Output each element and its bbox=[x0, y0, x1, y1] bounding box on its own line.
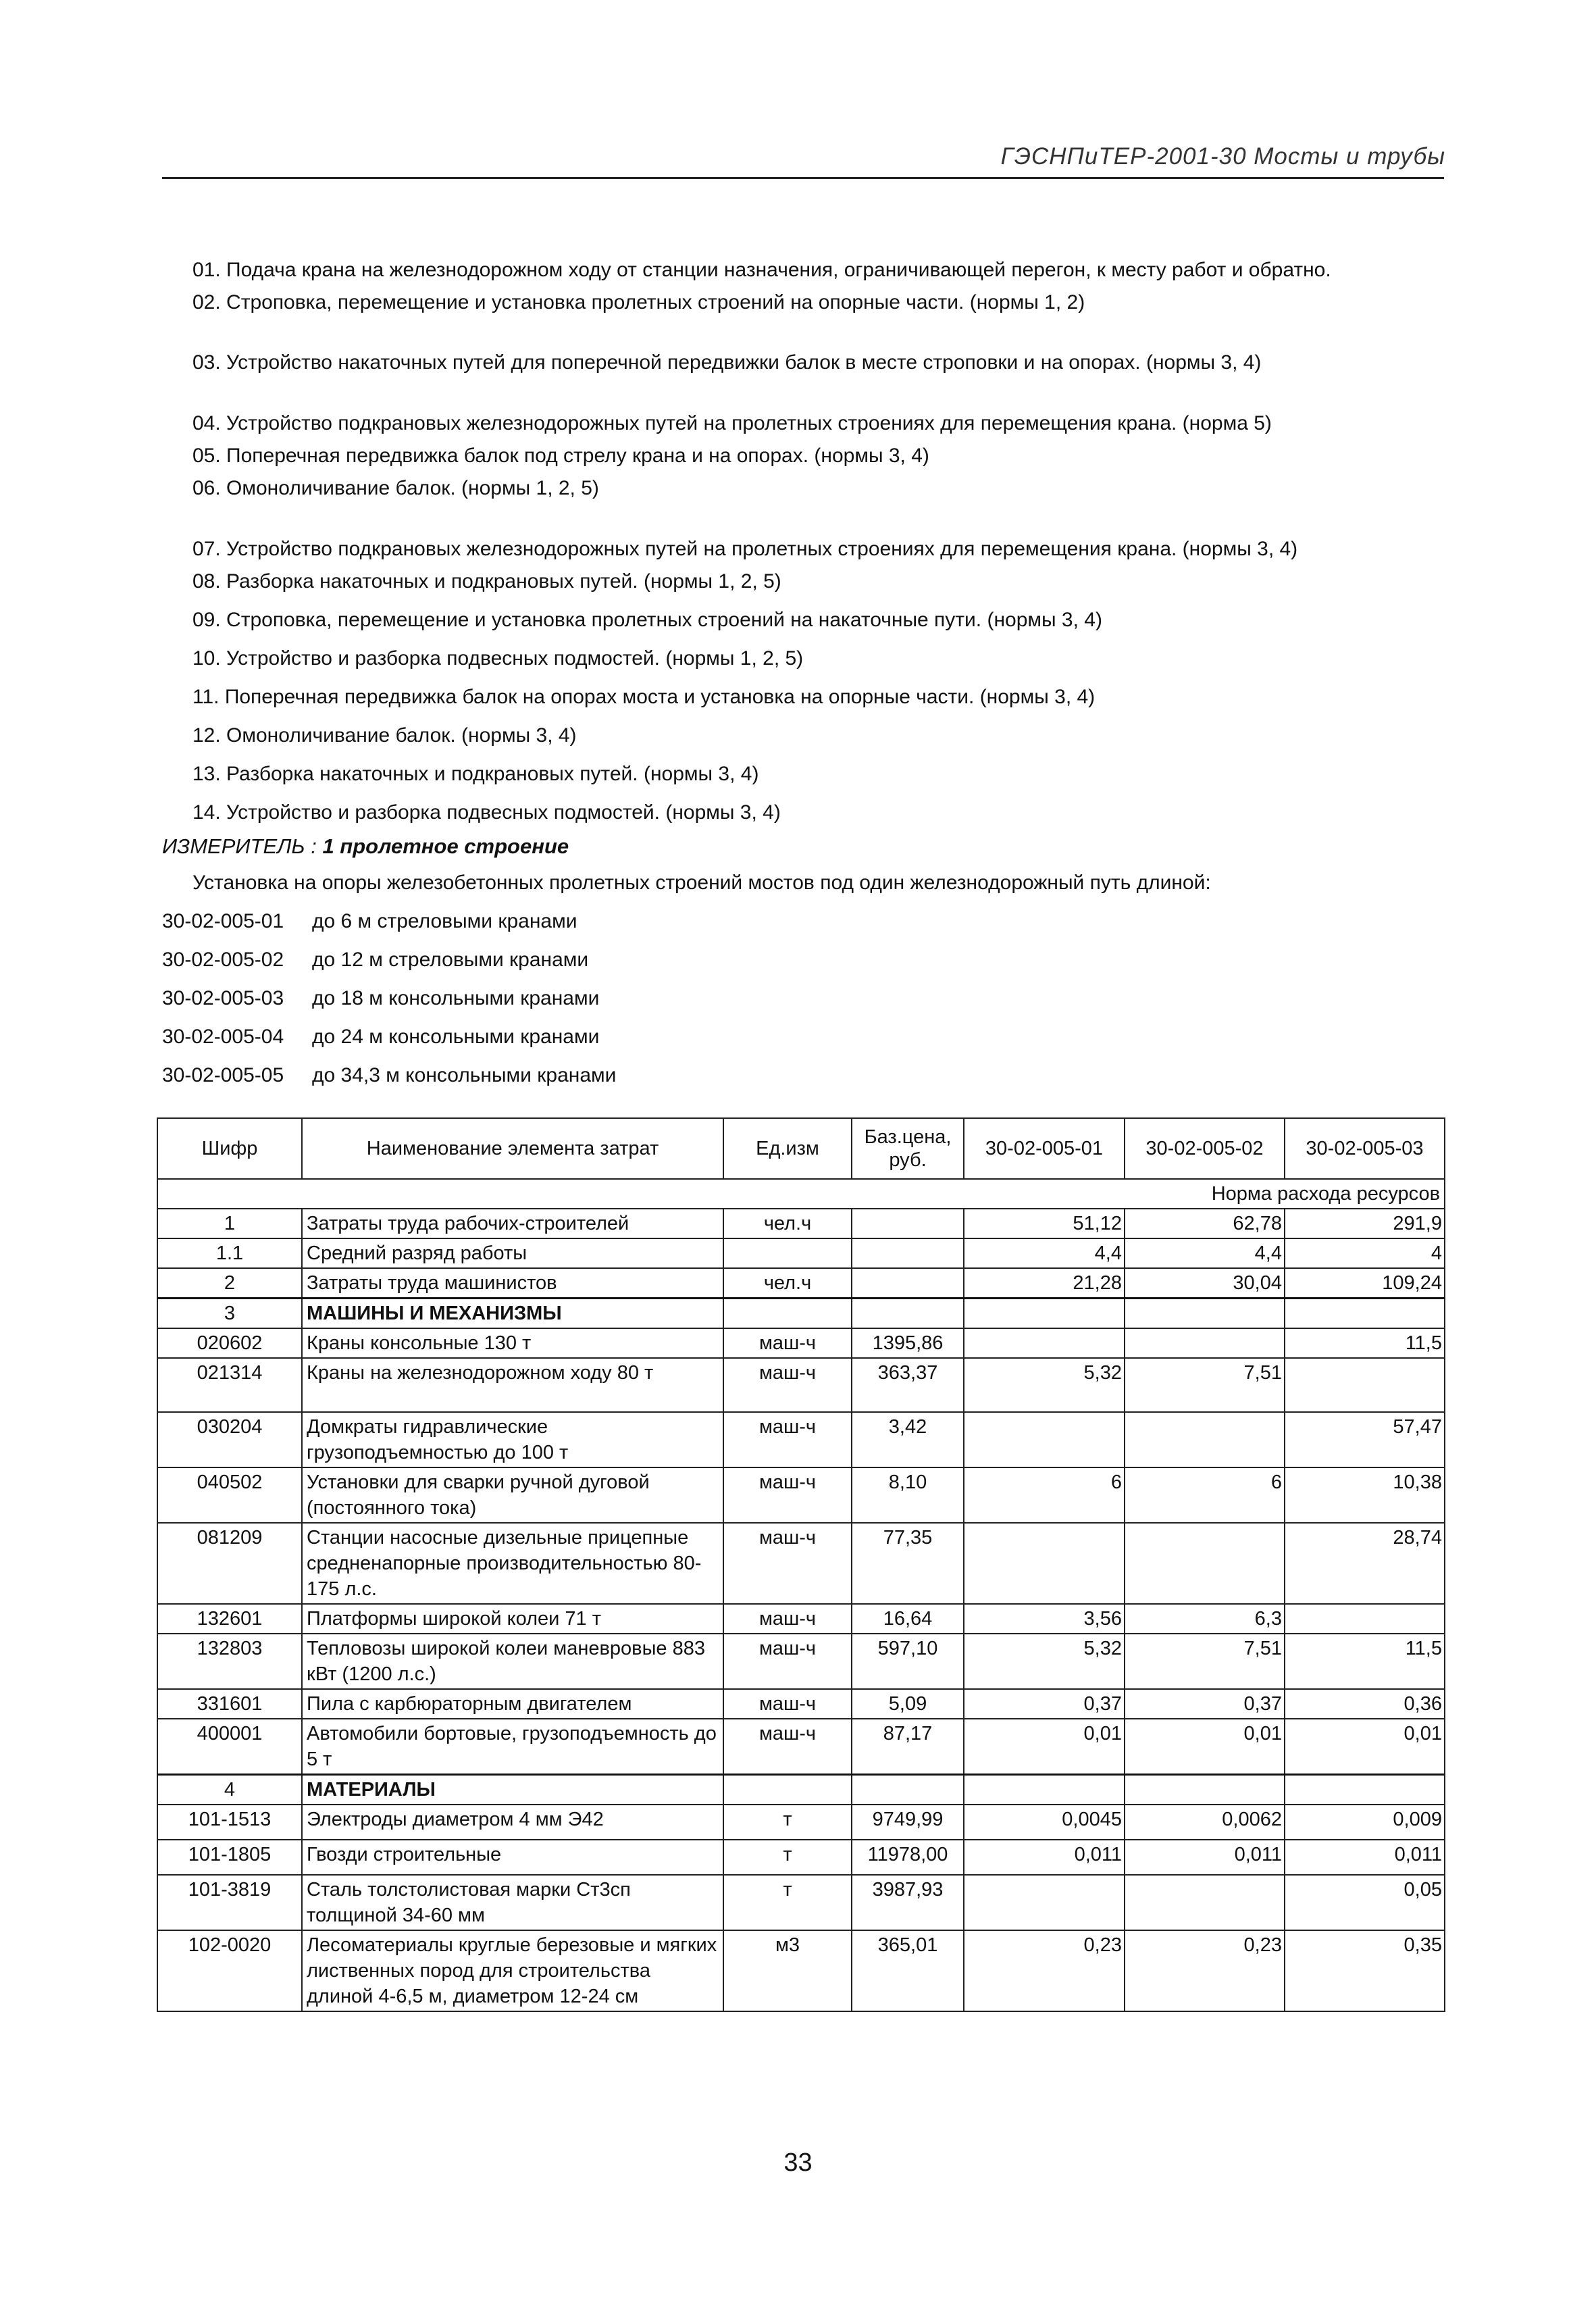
operation-item: 01. Подача крана на железнодорожном ходу от станции назначения, ограничивающей перегон, к месту работ и обратно. bbox=[192, 259, 1331, 281]
table-row bbox=[157, 1209, 1445, 1238]
cell-v3: 4 bbox=[1285, 1238, 1445, 1268]
cell-price bbox=[852, 1238, 964, 1268]
cell-v2: 0,01 bbox=[1125, 1719, 1285, 1775]
table-row bbox=[157, 1719, 1445, 1775]
cell-price: 3987,93 bbox=[852, 1875, 964, 1930]
cell-code: 2 bbox=[157, 1268, 302, 1299]
table-row bbox=[157, 1412, 1445, 1467]
cell-price: 597,10 bbox=[852, 1634, 964, 1689]
cell-v1: 0,23 bbox=[964, 1930, 1125, 2011]
cell-price: 365,01 bbox=[852, 1930, 964, 2011]
cell-unit: м3 bbox=[723, 1930, 852, 2011]
cell-price: 3,42 bbox=[852, 1412, 964, 1467]
col-header-unit: Ед.изм bbox=[723, 1118, 852, 1179]
cell-v3 bbox=[1285, 1299, 1445, 1329]
cell-v1: 21,28 bbox=[964, 1268, 1125, 1299]
cell-unit bbox=[723, 1299, 852, 1329]
cell-v2 bbox=[1125, 1412, 1285, 1467]
cell-unit: маш-ч bbox=[723, 1689, 852, 1719]
cell-v2: 7,51 bbox=[1125, 1358, 1285, 1412]
operation-item: 12. Омоноличивание балок. (нормы 3, 4) bbox=[192, 724, 577, 747]
operation-item: 09. Строповка, перемещение и установка пролетных строений на накаточные пути. (нормы 3, 4) bbox=[192, 609, 1102, 631]
cell-name: Затраты труда машинистов bbox=[302, 1268, 723, 1299]
cell-v2 bbox=[1125, 1299, 1285, 1329]
cell-unit: маш-ч bbox=[723, 1328, 852, 1358]
cell-v3: 28,74 bbox=[1285, 1523, 1445, 1604]
cell-v3: 0,05 bbox=[1285, 1875, 1445, 1930]
cell-v3: 11,5 bbox=[1285, 1328, 1445, 1358]
cell-name: Установки для сварки ручной дуговой (постоянного тока) bbox=[302, 1467, 723, 1523]
operation-item: 02. Строповка, перемещение и установка пролетных строений на опорные части. (нормы 1, 2) bbox=[192, 291, 1085, 313]
variant-desc: до 12 м стреловыми кранами bbox=[312, 949, 589, 971]
cell-name: Пила с карбюраторным двигателем bbox=[302, 1689, 723, 1719]
cell-v1 bbox=[964, 1775, 1125, 1805]
table-row bbox=[157, 1238, 1445, 1268]
table-row bbox=[157, 1358, 1445, 1412]
cell-v3: 57,47 bbox=[1285, 1412, 1445, 1467]
cell-v3: 10,38 bbox=[1285, 1467, 1445, 1523]
cell-code: 040502 bbox=[157, 1467, 302, 1523]
cell-unit: маш-ч bbox=[723, 1604, 852, 1634]
cell-v3 bbox=[1285, 1358, 1445, 1412]
norma-label: Норма расхода ресурсов bbox=[157, 1179, 1445, 1209]
cell-price: 87,17 bbox=[852, 1719, 964, 1775]
cell-code: 101-3819 bbox=[157, 1875, 302, 1930]
operation-item: 04. Устройство подкрановых железнодорожных путей на пролетных строениях для перемещения крана. (норма 5) bbox=[192, 412, 1272, 434]
variant-code: 30-02-005-03 bbox=[162, 987, 284, 1009]
resources-table-wrapper bbox=[157, 1117, 1444, 2012]
measurer-value: 1 пролетное строение bbox=[322, 834, 569, 858]
cell-name: Домкраты гидравлические грузоподъемностью до 100 т bbox=[302, 1412, 723, 1467]
cell-code: 101-1513 bbox=[157, 1805, 302, 1840]
variant-item bbox=[162, 1064, 616, 1087]
cell-unit: чел.ч bbox=[723, 1268, 852, 1299]
cell-v2: 0,37 bbox=[1125, 1689, 1285, 1719]
cell-v2 bbox=[1125, 1328, 1285, 1358]
variant-code: 30-02-005-04 bbox=[162, 1026, 284, 1048]
table-row bbox=[157, 1689, 1445, 1719]
cell-v1: 4,4 bbox=[964, 1238, 1125, 1268]
col-header-v1: 30-02-005-01 bbox=[964, 1118, 1125, 1179]
section-row bbox=[157, 1775, 1445, 1805]
table-header-row bbox=[157, 1118, 1445, 1179]
operation-item: 05. Поперечная передвижка балок под стрелу крана и на опорах. (нормы 3, 4) bbox=[192, 445, 929, 467]
cell-name: Станции насосные дизельные прицепные средненапорные производительностью 80-175 л.с. bbox=[302, 1523, 723, 1604]
cell-unit: маш-ч bbox=[723, 1358, 852, 1412]
cell-v3: 291,9 bbox=[1285, 1209, 1445, 1238]
operation-item: 13. Разборка накаточных и подкрановых путей. (нормы 3, 4) bbox=[192, 763, 759, 785]
col-header-code: Шифр bbox=[157, 1118, 302, 1179]
variant-item bbox=[162, 1026, 599, 1049]
cell-v2: 6,3 bbox=[1125, 1604, 1285, 1634]
cell-v3 bbox=[1285, 1604, 1445, 1634]
operation-item: 10. Устройство и разборка подвесных подмостей. (нормы 1, 2, 5) bbox=[192, 647, 804, 670]
cell-unit: маш-ч bbox=[723, 1634, 852, 1689]
cell-code: 1.1 bbox=[157, 1238, 302, 1268]
cell-price: 11978,00 bbox=[852, 1840, 964, 1875]
variant-item bbox=[162, 987, 599, 1010]
variant-item bbox=[162, 949, 588, 972]
cell-v3 bbox=[1285, 1775, 1445, 1805]
norma-row bbox=[157, 1179, 1445, 1209]
cell-code: 331601 bbox=[157, 1689, 302, 1719]
variant-code: 30-02-005-01 bbox=[162, 910, 284, 932]
col-header-price: Баз.цена, руб. bbox=[852, 1118, 964, 1179]
cell-code: 132601 bbox=[157, 1604, 302, 1634]
cell-price: 1395,86 bbox=[852, 1328, 964, 1358]
cell-name: МАТЕРИАЛЫ bbox=[302, 1775, 723, 1805]
cell-unit: маш-ч bbox=[723, 1467, 852, 1523]
table-row bbox=[157, 1805, 1445, 1840]
cell-code: 1 bbox=[157, 1209, 302, 1238]
cell-v1: 6 bbox=[964, 1467, 1125, 1523]
cell-code: 021314 bbox=[157, 1358, 302, 1412]
cell-unit bbox=[723, 1238, 852, 1268]
cell-v1: 3,56 bbox=[964, 1604, 1125, 1634]
table-row bbox=[157, 1875, 1445, 1930]
cell-price: 9749,99 bbox=[852, 1805, 964, 1840]
cell-code: 4 bbox=[157, 1775, 302, 1805]
cell-code: 081209 bbox=[157, 1523, 302, 1604]
cell-v1 bbox=[964, 1875, 1125, 1930]
section-row bbox=[157, 1299, 1445, 1329]
cell-code: 102-0020 bbox=[157, 1930, 302, 2011]
cell-name: Сталь толстолистовая марки Ст3сп толщиной 34-60 мм bbox=[302, 1875, 723, 1930]
cell-v1: 5,32 bbox=[964, 1358, 1125, 1412]
cell-v3: 109,24 bbox=[1285, 1268, 1445, 1299]
cell-v2: 0,011 bbox=[1125, 1840, 1285, 1875]
col-header-v2: 30-02-005-02 bbox=[1125, 1118, 1285, 1179]
variant-desc: до 18 м консольными кранами bbox=[312, 987, 600, 1009]
variant-desc: до 6 м стреловыми кранами bbox=[312, 910, 577, 932]
cell-v3: 0,36 bbox=[1285, 1689, 1445, 1719]
measurer-label: ИЗМЕРИТЕЛЬ : bbox=[162, 834, 317, 858]
cell-v1 bbox=[964, 1412, 1125, 1467]
variant-code: 30-02-005-02 bbox=[162, 949, 284, 971]
measurer-line bbox=[162, 834, 569, 859]
col-header-v3: 30-02-005-03 bbox=[1285, 1118, 1445, 1179]
cell-price: 363,37 bbox=[852, 1358, 964, 1412]
cell-unit: т bbox=[723, 1875, 852, 1930]
cell-v3: 11,5 bbox=[1285, 1634, 1445, 1689]
operation-item: 06. Омоноличивание балок. (нормы 1, 2, 5) bbox=[192, 477, 599, 499]
cell-v2 bbox=[1125, 1875, 1285, 1930]
resources-table bbox=[157, 1117, 1445, 2012]
operation-item: 07. Устройство подкрановых железнодорожных путей на пролетных строениях для перемещения крана. (нормы 3, 4) bbox=[192, 538, 1298, 560]
cell-v3: 0,01 bbox=[1285, 1719, 1445, 1775]
cell-name: Платформы широкой колеи 71 т bbox=[302, 1604, 723, 1634]
cell-v2: 0,23 bbox=[1125, 1930, 1285, 2011]
cell-price: 8,10 bbox=[852, 1467, 964, 1523]
cell-price: 77,35 bbox=[852, 1523, 964, 1604]
cell-name: МАШИНЫ И МЕХАНИЗМЫ bbox=[302, 1299, 723, 1329]
variant-desc: до 24 м консольными кранами bbox=[312, 1026, 600, 1048]
cell-v1: 0,0045 bbox=[964, 1805, 1125, 1840]
cell-v1: 0,01 bbox=[964, 1719, 1125, 1775]
cell-name: Краны на железнодорожном ходу 80 т bbox=[302, 1358, 723, 1412]
operation-item: 03. Устройство накаточных путей для поперечной передвижки балок в месте строповки и на опорах. (нормы 3, 4) bbox=[192, 351, 1262, 374]
cell-name: Тепловозы широкой колеи маневровые 883 кВт (1200 л.с.) bbox=[302, 1634, 723, 1689]
cell-code: 030204 bbox=[157, 1412, 302, 1467]
cell-unit: маш-ч bbox=[723, 1412, 852, 1467]
cell-name: Средний разряд работы bbox=[302, 1238, 723, 1268]
cell-v3: 0,35 bbox=[1285, 1930, 1445, 2011]
cell-price bbox=[852, 1775, 964, 1805]
cell-price: 16,64 bbox=[852, 1604, 964, 1634]
cell-name: Затраты труда рабочих-строителей bbox=[302, 1209, 723, 1238]
cell-price bbox=[852, 1209, 964, 1238]
cell-name: Лесоматериалы круглые березовые и мягких лиственных пород для строительства длиной 4-6,5 м, диаметром 12-24 см bbox=[302, 1930, 723, 2011]
cell-name: Электроды диаметром 4 мм Э42 bbox=[302, 1805, 723, 1840]
table-row bbox=[157, 1634, 1445, 1689]
cell-v3: 0,009 bbox=[1285, 1805, 1445, 1840]
cell-price: 5,09 bbox=[852, 1689, 964, 1719]
operation-item: 14. Устройство и разборка подвесных подмостей. (нормы 3, 4) bbox=[192, 801, 781, 824]
cell-v1: 0,011 bbox=[964, 1840, 1125, 1875]
page-number: 33 bbox=[783, 2148, 813, 2177]
cell-v1: 51,12 bbox=[964, 1209, 1125, 1238]
cell-name: Гвозди строительные bbox=[302, 1840, 723, 1875]
cell-price bbox=[852, 1299, 964, 1329]
cell-code: 020602 bbox=[157, 1328, 302, 1358]
variant-code: 30-02-005-05 bbox=[162, 1064, 284, 1086]
intro-text: Установка на опоры железобетонных пролетных строений мостов под один железнодорожный путь длиной: bbox=[192, 872, 1211, 894]
cell-code: 101-1805 bbox=[157, 1840, 302, 1875]
variant-item bbox=[162, 910, 577, 933]
operation-item: 11. Поперечная передвижка балок на опорах моста и установка на опорные части. (нормы 3, 4) bbox=[192, 686, 1096, 708]
col-header-name: Наименование элемента затрат bbox=[302, 1118, 723, 1179]
cell-unit bbox=[723, 1775, 852, 1805]
cell-v3: 0,011 bbox=[1285, 1840, 1445, 1875]
cell-v2 bbox=[1125, 1775, 1285, 1805]
cell-v1: 0,37 bbox=[964, 1689, 1125, 1719]
cell-v2: 30,04 bbox=[1125, 1268, 1285, 1299]
cell-name: Автомобили бортовые, грузоподъемность до 5 т bbox=[302, 1719, 723, 1775]
cell-code: 400001 bbox=[157, 1719, 302, 1775]
table-row bbox=[157, 1604, 1445, 1634]
table-row bbox=[157, 1840, 1445, 1875]
cell-v1 bbox=[964, 1299, 1125, 1329]
cell-v2 bbox=[1125, 1523, 1285, 1604]
cell-price bbox=[852, 1268, 964, 1299]
cell-code: 3 bbox=[157, 1299, 302, 1329]
cell-v1: 5,32 bbox=[964, 1634, 1125, 1689]
cell-v2: 62,78 bbox=[1125, 1209, 1285, 1238]
table-row bbox=[157, 1523, 1445, 1604]
operation-item: 08. Разборка накаточных и подкрановых путей. (нормы 1, 2, 5) bbox=[192, 570, 781, 593]
page-header-rule bbox=[162, 177, 1444, 179]
cell-code: 132803 bbox=[157, 1634, 302, 1689]
table-row bbox=[157, 1467, 1445, 1523]
cell-v2: 0,0062 bbox=[1125, 1805, 1285, 1840]
cell-v1 bbox=[964, 1328, 1125, 1358]
table-row bbox=[157, 1268, 1445, 1299]
variant-desc: до 34,3 м консольными кранами bbox=[312, 1064, 617, 1086]
cell-unit: т bbox=[723, 1840, 852, 1875]
table-row bbox=[157, 1930, 1445, 2011]
table-row bbox=[157, 1328, 1445, 1358]
cell-v2: 4,4 bbox=[1125, 1238, 1285, 1268]
cell-unit: маш-ч bbox=[723, 1523, 852, 1604]
cell-name: Краны консольные 130 т bbox=[302, 1328, 723, 1358]
cell-unit: маш-ч bbox=[723, 1719, 852, 1775]
cell-v2: 6 bbox=[1125, 1467, 1285, 1523]
cell-v2: 7,51 bbox=[1125, 1634, 1285, 1689]
page-header-title: ГЭСНПиТЕР-2001-30 Мосты и трубы bbox=[1000, 143, 1445, 170]
cell-unit: чел.ч bbox=[723, 1209, 852, 1238]
cell-unit: т bbox=[723, 1805, 852, 1840]
cell-v1 bbox=[964, 1523, 1125, 1604]
